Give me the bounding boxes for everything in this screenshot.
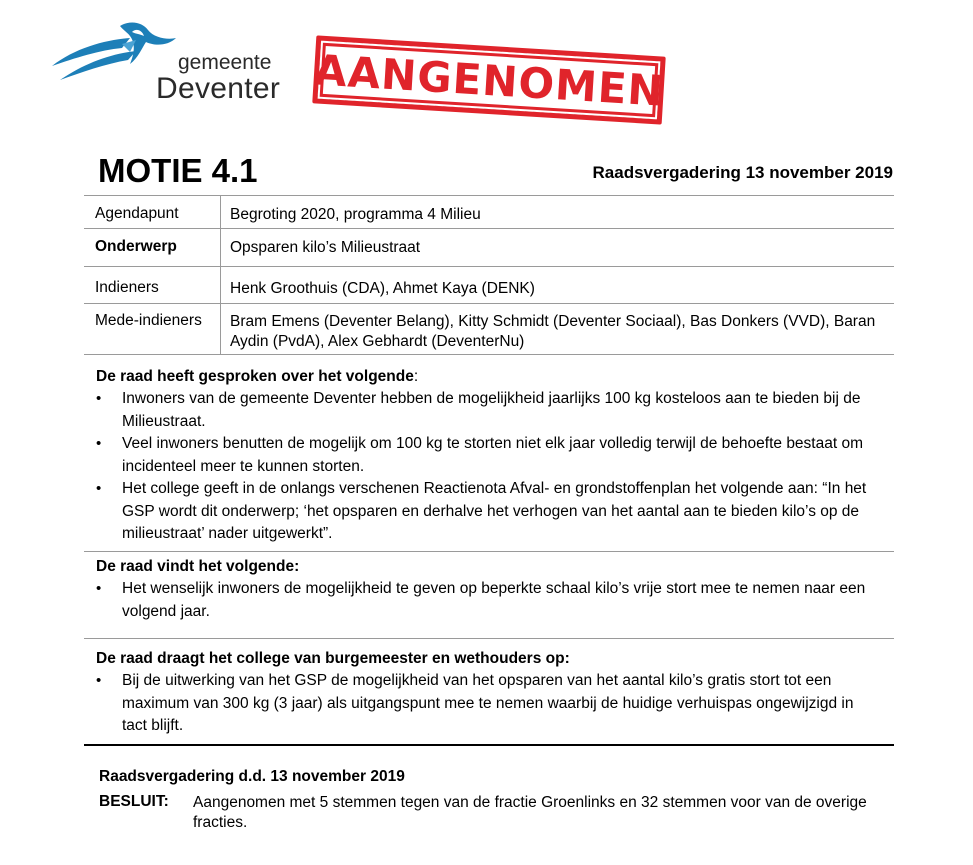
- info-label: Onderwerp: [95, 238, 177, 255]
- info-row-indieners: [84, 267, 894, 304]
- logo-line-gemeente: gemeente: [178, 51, 272, 74]
- section-heading: De raad draagt het college van burgemeester en wethouders op:: [96, 650, 570, 667]
- info-value: Opsparen kilo’s Milieustraat: [230, 239, 421, 256]
- approved-stamp: AANGENOMEN: [312, 35, 665, 124]
- decision-meeting-date: Raadsvergadering d.d. 13 november 2019: [99, 768, 405, 785]
- section-instructions: [84, 648, 894, 738]
- bullet-list: [84, 578, 894, 623]
- municipality-logo: [50, 18, 280, 108]
- info-row-onderwerp: [84, 229, 894, 267]
- info-value: Bram Emens (Deventer Belang), Kitty Schmidt (Deventer Sociaal), Bas Donkers (VVD), Baran Aydin (PvdA), Alex Gebhardt (DeventerNu): [230, 313, 876, 350]
- info-label: Agendapunt: [95, 205, 179, 222]
- section-divider-thick: [84, 744, 894, 746]
- motion-title: MOTIE 4.1: [98, 152, 258, 189]
- decision-text: Aangenomen met 5 stemmen tegen van de fractie Groenlinks en 32 stemmen voor van de overige fracties.: [193, 794, 867, 831]
- bullet-list: [84, 388, 894, 546]
- list-item: • Het wenselijk inwoners de mogelijkheid te geven op beperkte schaal kilo’s vrije stort mee te nemen naar een volgend jaar.: [84, 578, 894, 623]
- list-item: • Veel inwoners benutten de mogelijk om 100 kg te storten niet elk jaar volledig terwijl de behoefte bestaat om incidenteel meer te kunnen storten.: [84, 433, 894, 478]
- list-item: • Bij de uitwerking van het GSP de mogelijkheid van het opsparen van het aantal kilo’s gratis stort tot een maximum van 300 kg (3 jaar) als uitgangspunt mee te nemen waarbij de huidige verhuispas ongewijzigd in tact blijft.: [84, 670, 894, 738]
- section-divider: [84, 551, 894, 552]
- section-heading: De raad heeft gesproken over het volgende:: [96, 368, 419, 385]
- bullet-list: [84, 670, 894, 738]
- info-row-mede-indieners: [84, 304, 894, 355]
- info-row-agendapunt: [84, 196, 894, 229]
- decision-label: BESLUIT:: [99, 793, 169, 810]
- motion-info-table: [84, 195, 894, 355]
- meeting-date: Raadsvergadering 13 november 2019: [592, 163, 893, 182]
- list-item: • Het college geeft in de onlangs verschenen Reactienota Afval- en grondstoffenplan het volgende aan: “In het GSP wordt dit onderwerp; ‘het opsparen en derhalve het verhogen van het aantal aan te bieden kilo’s op de milieustraat’ nader uitgewerkt”.: [84, 478, 894, 546]
- logo-line-deventer: Deventer: [156, 72, 281, 105]
- info-value: Begroting 2020, programma 4 Milieu: [230, 206, 481, 223]
- section-findings: [84, 556, 894, 623]
- info-value: Henk Groothuis (CDA), Ahmet Kaya (DENK): [230, 280, 535, 297]
- info-label: Indieners: [95, 279, 159, 296]
- info-label: Mede-indieners: [95, 312, 202, 329]
- section-divider: [84, 638, 894, 639]
- list-item: • Inwoners van de gemeente Deventer hebben de mogelijkheid jaarlijks 100 kg kosteloos aan te bieden bij de Milieustraat.: [84, 388, 894, 433]
- section-heading: De raad vindt het volgende:: [96, 558, 300, 575]
- section-discussed: [84, 366, 894, 546]
